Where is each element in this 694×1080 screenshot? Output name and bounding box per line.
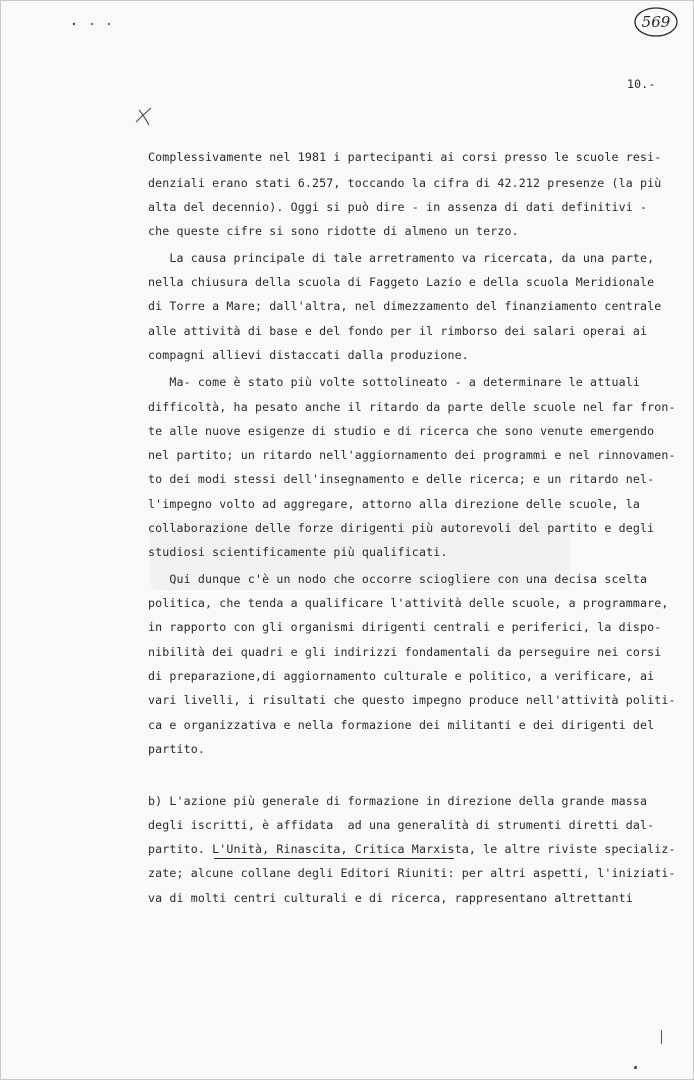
scan-speck [661,1030,662,1044]
text-line: di Torre a Mare; dall'altra, nel dimezzamento del finanziamento centrale [148,299,662,313]
text-line: alta del decennio). Oggi si può dire - in assenza di dati definitivi - [148,200,648,214]
page-number: 10.- [627,77,656,91]
text-line: b) L'azione più generale di formazione in direzione della grande massa [148,794,648,808]
text-line: Ma- come è stato più volte sottolineato - a determinare le attuali [148,375,640,389]
stamp-number: 569 [641,13,671,31]
text-line: vari livelli, i risultati che questo impegno produce nell'attività politi- [148,693,676,707]
text-line: to dei modi stessi dell'insegnamento e delle ricerca; e un ritardo nel- [148,472,655,486]
text-line: Qui dunque c'è un nodo che occorre sciogliere con una decisa scelta [148,572,648,586]
text-line: va di molti centri culturali e di ricerca, rappresentano altrettanti [148,891,633,905]
text-line: ca e organizzativa e nella formazione dei militanti e dei dirigenti del [148,718,655,732]
text-line: in rapporto con gli organismi dirigenti centrali e periferici, la dispo- [148,620,662,634]
text-line: difficoltà, ha pesato anche il ritardo da parte delle scuole nel far fron- [148,400,676,414]
text-line: denziali erano stati 6.257, toccando la cifra di 42.212 presenze (la più [148,176,662,190]
text-line: di preparazione,di aggiornamento culturale e politico, a verificare, ai [148,669,655,683]
text-line: partito. [148,742,206,756]
text-line: nella chiusura della scuola di Faggeto Lazio e della scuola Meridionale [148,275,655,289]
text-line: degli iscritti, è affidata ad una generalità di strumenti diretti dal- [148,818,655,832]
text-line: nibilità dei quadri e gli indirizzi fondamentali da perseguire nei corsi [148,645,662,659]
text-line: studiosi scientificamente più qualificati. [148,545,448,559]
text-line: che queste cifre si sono ridotte di almeno un terzo. [148,224,519,238]
text-line: politica, che tenda a qualificare l'attività delle scuole, a programmare, [148,596,669,610]
text-line: nel partito; un ritardo nell'aggiornamento dei programmi e nel rinnovamen- [148,448,676,462]
title-underline [214,858,454,859]
archive-stamp [632,4,680,40]
text-line: compagni allievi distaccati dalla produzione. [148,348,469,362]
handwritten-x-mark [130,102,156,128]
text-line: l'impegno volto ad aggregare, attorno alla direzione delle scuole, la [148,497,640,511]
scan-dots [70,14,120,24]
text-line: Complessivamente nel 1981 i partecipanti ai corsi presso le scuole resi- [148,150,662,164]
scan-speck [634,1066,637,1069]
text-line: alle attività di base e del fondo per il rimborso dei salari operai ai [148,324,648,338]
text-line: zate; alcune collane degli Editori Riuniti: per altri aspetti, l'iniziati- [148,866,676,880]
text-line: te alle nuove esigenze di studio e di ricerca che sono venute emergendo [148,424,655,438]
text-line: collaborazione delle forze dirigenti più autorevoli del partito e degli [148,521,655,535]
text-line: partito. L'Unità, Rinascita, Critica Marxista, le altre riviste specializ- [148,842,676,856]
text-line: La causa principale di tale arretramento va ricercata, da una parte, [148,251,655,265]
